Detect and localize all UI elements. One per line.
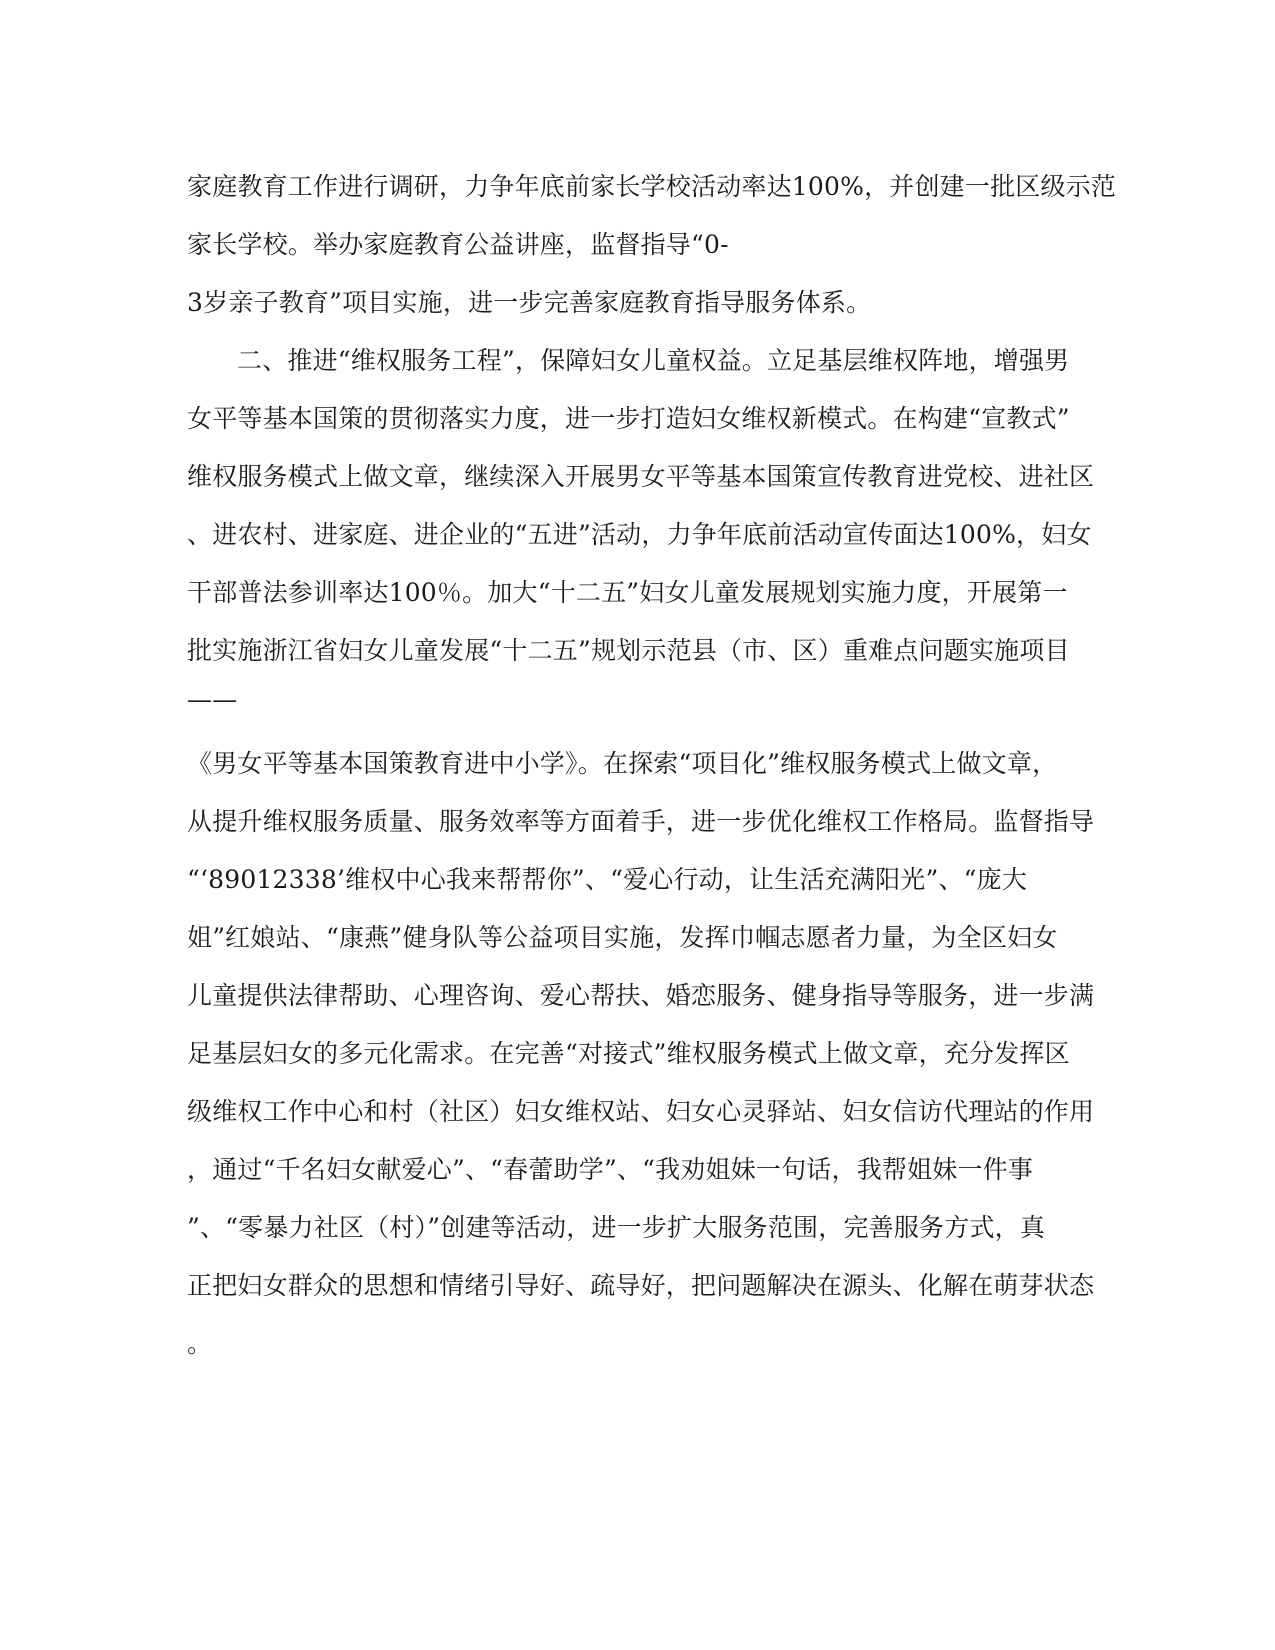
text-line: 正把妇女群众的思想和情绪引导好、疏导好，把问题解决在源头、化解在萌芽状态 bbox=[187, 1271, 1095, 1300]
text-line: 3岁亲子教育”项目实施，进一步完善家庭教育指导服务体系。 bbox=[187, 288, 872, 317]
text-line: 家长学校。举办家庭教育公益讲座，监督指导“0- bbox=[187, 230, 729, 259]
text-line: 干部普法参训率达100％。加大“十二五”妇女儿童发展规划实施力度，开展第一 bbox=[187, 578, 1068, 607]
text-line: 、进农村、进家庭、进企业的“五进”活动，力争年底前活动宣传面达100%，妇女 bbox=[187, 520, 1092, 549]
text-line: 从提升维权服务质量、服务效率等方面着手，进一步优化维权工作格局。监督指导 bbox=[187, 807, 1095, 836]
text-line: 。 bbox=[187, 1329, 213, 1358]
text-line: —— bbox=[187, 685, 238, 714]
text-line: 女平等基本国策的贯彻落实力度，进一步打造妇女维权新模式。在构建“宣教式” bbox=[187, 404, 1070, 433]
text-line: ，通过“千名妇女献爱心”、“春蕾助学”、“我劝姐妹一句话，我帮姐妹一件事 bbox=[187, 1155, 1034, 1184]
text-line: 姐”红娘站、“康燕”健身队等公益项目实施，发挥巾帼志愿者力量，为全区妇女 bbox=[187, 923, 1058, 952]
text-line: “‘89012338’维权中心我来帮帮你”、“爱心行动，让生活充满阳光”、“庞大 bbox=[187, 865, 1028, 894]
text-line: 维权服务模式上做文章，继续深入开展男女平等基本国策宣传教育进党校、进社区 bbox=[187, 462, 1095, 491]
text-line: ”、“零暴力社区（村）”创建等活动，进一步扩大服务范围，完善服务方式，真 bbox=[187, 1213, 1046, 1242]
text-line: 儿童提供法律帮助、心理咨询、爱心帮扶、婚恋服务、健身指导等服务，进一步满 bbox=[187, 981, 1095, 1010]
text-line: 家庭教育工作进行调研，力争年底前家长学校活动率达100%，并创建一批区级示范 bbox=[187, 172, 1117, 201]
text-line: 批实施浙江省妇女儿童发展“十二五”规划示范县（市、区）重难点问题实施项目 bbox=[187, 636, 1070, 665]
text-line: 级维权工作中心和村（社区）妇女维权站、妇女心灵驿站、妇女信访代理站的作用 bbox=[187, 1097, 1095, 1126]
text-line: 《男女平等基本国策教育进中小学》。在探索“项目化”维权服务模式上做文章， bbox=[187, 749, 1058, 778]
paragraph-start-line: 二、推进“维权服务工程”，保障妇女儿童权益。立足基层维权阵地，增强男 bbox=[237, 346, 1070, 375]
text-line: 足基层妇女的多元化需求。在完善“对接式”维权服务模式上做文章，充分发挥区 bbox=[187, 1039, 1070, 1068]
